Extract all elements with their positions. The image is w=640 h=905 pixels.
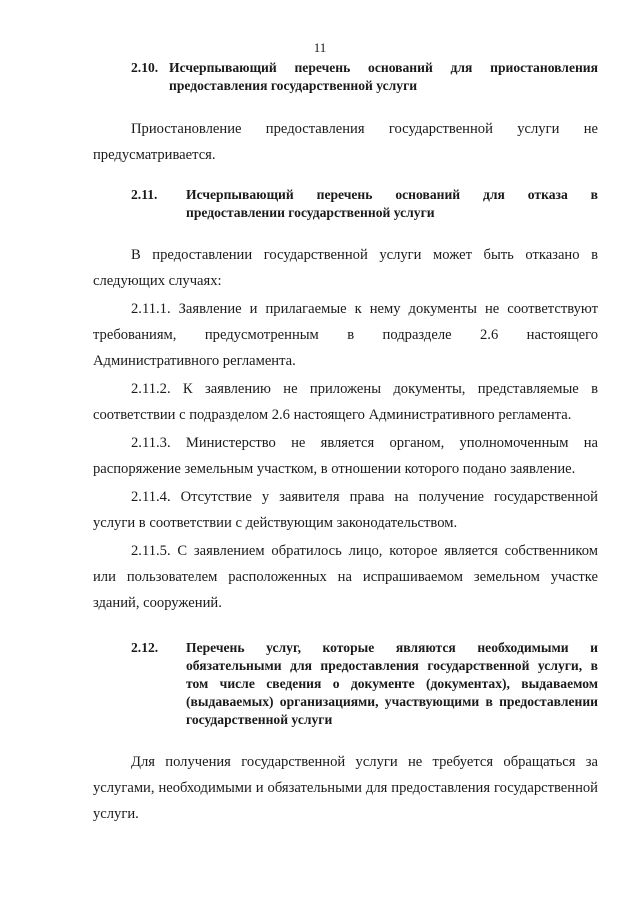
section-number: 2.12. [131, 640, 159, 655]
paragraph: 2.11.3. Министерство не является органом, уполномоченным на распоряжение земельным участком, в отношении которого подано заявление. [93, 435, 598, 477]
paragraph: 2.11.1. Заявление и прилагаемые к нему документы не соответствуют требованиям, предусмотренным в подразделе 2.6 настоящего Административного регламента. [93, 301, 598, 369]
section-title: Перечень услуг, которые являются необходимыми и обязательными для предоставления государственной услуги, в том числе сведения о документе (документах), выдаваемом (выдаваемых) организациями, участвующими в предоставлении государственной услуги [186, 640, 598, 727]
page-number: 11 [313, 40, 327, 55]
paragraph: 2.11.4. Отсутствие у заявителя права на получение государственной услуги в соответствии с действующим законодательством. [93, 489, 598, 531]
section-number: 2.10. [131, 60, 159, 75]
section-heading-2-12 [93, 639, 598, 729]
paragraph: Приостановление предоставления государственной услуги не предусматривается. [93, 121, 598, 163]
paragraph: 2.11.5. С заявлением обратилось лицо, которое является собственником или пользователем расположенных на испрашиваемом земельном участке зданий, сооружений. [93, 543, 598, 611]
document-body [93, 59, 598, 827]
paragraph: Для получения государственной услуги не требуется обращаться за услугами, необходимыми и обязательными для предоставления государственной услуги. [93, 754, 598, 822]
section-number: 2.11. [131, 187, 158, 202]
paragraph: В предоставлении государственной услуги может быть отказано в следующих случаях: [93, 247, 598, 289]
section-heading-2-11 [93, 186, 598, 222]
section-title: Исчерпывающий перечень оснований для приостановления предоставления государственной услуги [169, 60, 598, 93]
paragraph: 2.11.2. К заявлению не приложены документы, представляемые в соответствии с подразделом 2.6 настоящего Административного регламента. [93, 381, 598, 423]
section-heading-2-10 [93, 59, 598, 95]
section-title: Исчерпывающий перечень оснований для отказа в предоставлении государственной услуги [186, 187, 598, 220]
